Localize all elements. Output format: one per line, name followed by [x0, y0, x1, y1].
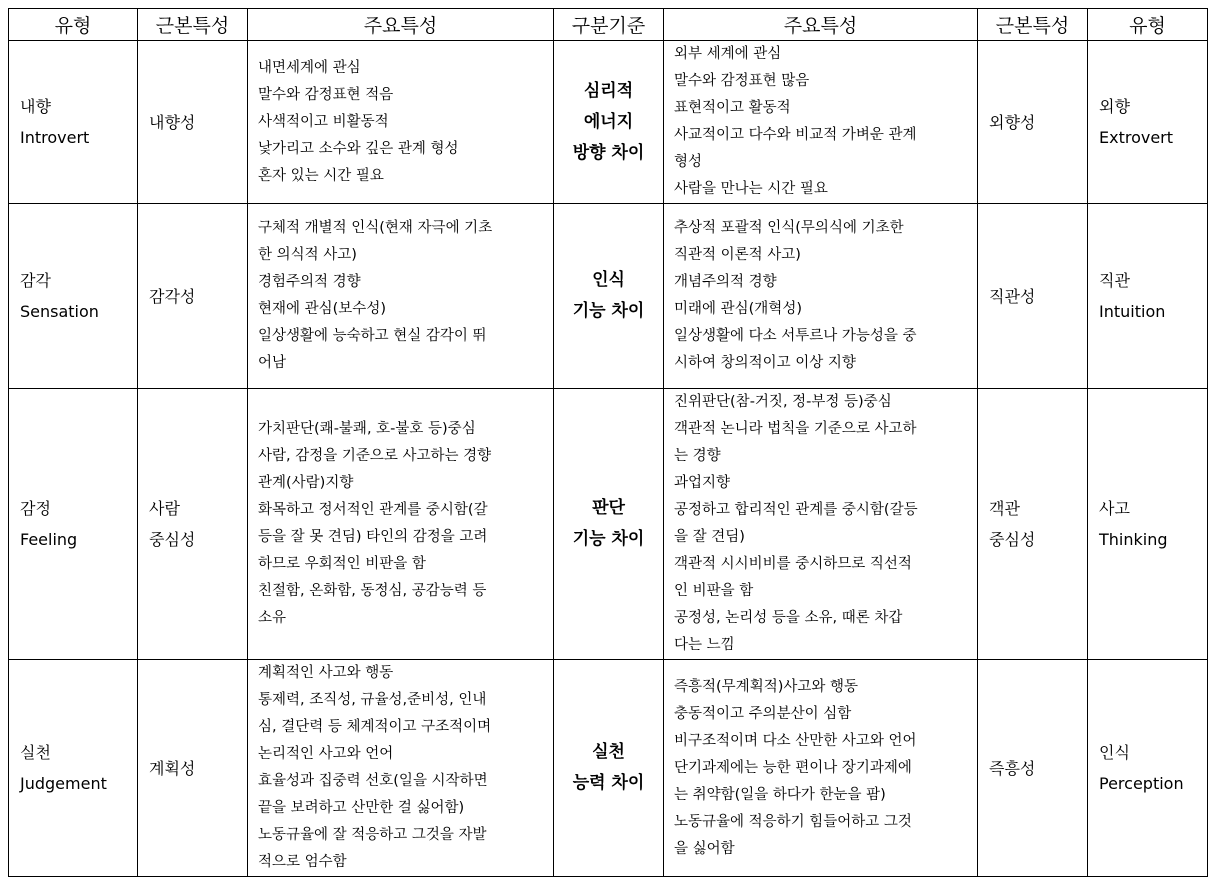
- cell-criterion: [554, 389, 664, 660]
- cell-line: 심리적: [583, 80, 634, 101]
- cell-line: 심, 결단력 등 체계적이고 구조적이며: [258, 719, 492, 735]
- cell-line: 표현적이고 활동적: [674, 100, 791, 116]
- cell-line: 화목하고 정서적인 관계를 중시함(갈: [258, 502, 488, 518]
- cell-left-base: [138, 660, 248, 877]
- cell-line: 진위판단(참-거짓, 정-부정 등)중심: [674, 394, 892, 410]
- cell-left-base: [138, 389, 248, 660]
- cell-line: 실천: [20, 743, 51, 762]
- cell-left-traits: [248, 660, 554, 877]
- cell-line: 관계(사람)지향: [258, 475, 354, 491]
- cell-line: 충동적이고 주의분산이 심함: [674, 705, 852, 722]
- cell-line: 말수와 감정표현 적음: [258, 86, 394, 103]
- cell-left-base: [138, 204, 248, 389]
- cell-line: 끝을 보려하고 산만한 걸 싫어함): [258, 800, 465, 816]
- cell-line: 기능 차이: [572, 529, 645, 549]
- cell-right-traits: [664, 41, 978, 204]
- cell-line: 내향성: [149, 112, 196, 132]
- cell-line: 단기과제에는 능한 편이나 장기과제에: [674, 759, 912, 776]
- cell-line: Feeling: [20, 530, 78, 549]
- cell-line: 적으로 엄수함: [258, 854, 347, 870]
- cell-right-base: [978, 204, 1088, 389]
- cell-line: Intuition: [1099, 302, 1166, 321]
- cell-line: 추상적 포괄적 인식(무의식에 기초한: [674, 220, 904, 236]
- cell-right-type: [1088, 389, 1208, 660]
- cell-line: Thinking: [1099, 530, 1168, 549]
- cell-line: Perception: [1099, 774, 1184, 793]
- cell-right-type: [1088, 204, 1208, 389]
- cell-line: 일상생활에 다소 서투르나 가능성을 중: [674, 328, 917, 344]
- cell-line: 형성: [674, 154, 703, 170]
- table-row: [9, 660, 1208, 877]
- header-row: [9, 9, 1208, 41]
- cell-line: 외향: [1099, 97, 1130, 116]
- cell-line: 논리적인 사고와 언어: [258, 746, 394, 762]
- cell-line: 시하여 창의적이고 이상 지향: [674, 355, 856, 371]
- cell-line: 소유: [258, 610, 287, 626]
- cell-line: 한 의식적 사고): [258, 247, 357, 263]
- cell-right-base: [978, 389, 1088, 660]
- header-criterion: 구분기준: [554, 9, 664, 41]
- cell-line: 을 싫어함: [674, 840, 735, 857]
- cell-left-type: [9, 660, 138, 877]
- cell-criterion: [554, 204, 664, 389]
- cell-line: 판단: [592, 498, 625, 518]
- cell-line: 사교적이고 다수와 비교적 가벼운 관계: [674, 127, 917, 143]
- cell-line: 개념주의적 경향: [674, 274, 777, 290]
- cell-line: 인식: [1099, 743, 1130, 762]
- cell-line: 구체적 개별적 인식(현재 자극에 기초: [258, 220, 493, 236]
- cell-line: 일상생활에 능숙하고 현실 감각이 뛰: [258, 328, 487, 344]
- cell-line: 즉흥적(무계획적)사고와 행동: [674, 678, 859, 695]
- header-base-left: 근본특성: [138, 9, 248, 41]
- cell-line: 낯가리고 소수와 깊은 관계 형성: [258, 140, 459, 157]
- cell-line: 사람을 만나는 시간 필요: [674, 181, 828, 197]
- cell-line: 즉흥성: [989, 758, 1036, 778]
- cell-line: 중심성: [149, 530, 196, 549]
- cell-line: 을 잘 견딤): [674, 529, 745, 545]
- cell-line: 객관적 논니라 법칙을 기준으로 사고하: [674, 421, 917, 437]
- cell-left-type: [9, 204, 138, 389]
- cell-line: 노동규율에 적응하기 힘들어하고 그것: [674, 813, 912, 830]
- cell-line: Sensation: [20, 302, 99, 321]
- cell-line: 계획성: [149, 758, 196, 778]
- cell-line: 는 취약함(일을 하다가 한눈을 팜): [674, 786, 886, 803]
- cell-line: 직관성: [989, 286, 1036, 306]
- cell-left-traits: [248, 204, 554, 389]
- table-row: [9, 204, 1208, 389]
- cell-line: 에너지: [583, 111, 634, 132]
- cell-line: 감각성: [149, 286, 196, 306]
- cell-right-type: [1088, 41, 1208, 204]
- cell-line: 현재에 관심(보수성): [258, 301, 386, 317]
- cell-left-traits: [248, 41, 554, 204]
- cell-right-type: [1088, 660, 1208, 877]
- cell-line: Judgement: [20, 774, 107, 793]
- cell-line: 하므로 우회적인 비판을 함: [258, 556, 426, 572]
- cell-line: 감각: [20, 271, 51, 290]
- cell-line: 비구조적이며 다소 산만한 사고와 언어: [674, 732, 917, 749]
- cell-line: 방향 차이: [572, 142, 645, 163]
- cell-line: 경험주의적 경향: [258, 274, 361, 290]
- cell-criterion: [554, 41, 664, 204]
- cell-line: 계획적인 사고와 행동: [258, 665, 394, 681]
- cell-line: 사색적이고 비활동적: [258, 113, 389, 130]
- cell-line: 어남: [258, 355, 287, 371]
- cell-line: 능력 차이: [572, 773, 645, 793]
- cell-left-type: [9, 389, 138, 660]
- cell-right-traits: [664, 389, 978, 660]
- cell-line: 감정: [20, 499, 51, 518]
- cell-line: 노동규율에 잘 적응하고 그것을 자발: [258, 827, 487, 843]
- cell-line: 사람, 감정을 기준으로 사고하는 경향: [258, 448, 492, 464]
- cell-line: 실천: [592, 742, 625, 762]
- cell-line: 과업지향: [674, 475, 731, 491]
- cell-line: Extrovert: [1099, 128, 1174, 147]
- cell-line: 내면세계에 관심: [258, 59, 361, 76]
- header-type-left: 유형: [9, 9, 138, 41]
- cell-right-base: [978, 660, 1088, 877]
- cell-right-traits: [664, 204, 978, 389]
- cell-line: 등을 잘 못 견딤) 타인의 감정을 고려: [258, 529, 488, 545]
- cell-line: 혼자 있는 시간 필요: [258, 167, 384, 184]
- mbti-comparison-table: [8, 8, 1208, 877]
- cell-line: 기능 차이: [572, 301, 645, 321]
- cell-line: 는 경향: [674, 448, 721, 464]
- cell-line: 통제력, 조직성, 규율성,준비성, 인내: [258, 692, 487, 708]
- cell-line: 사람: [149, 499, 180, 518]
- header-traits-right: 주요특성: [664, 9, 978, 41]
- cell-line: 객관: [989, 499, 1020, 518]
- cell-line: Introvert: [20, 128, 90, 147]
- cell-line: 사고: [1099, 499, 1130, 518]
- table-row: [9, 41, 1208, 204]
- cell-line: 공정하고 합리적인 관계를 중시함(갈등: [674, 502, 918, 518]
- header-base-right: 근본특성: [978, 9, 1088, 41]
- cell-line: 다는 느낌: [674, 637, 735, 653]
- cell-line: 공정성, 논리성 등을 소유, 때론 차갑: [674, 610, 903, 626]
- cell-line: 말수와 감정표현 많음: [674, 73, 810, 89]
- cell-left-type: [9, 41, 138, 204]
- cell-line: 인식: [592, 270, 625, 290]
- cell-line: 직관적 이론적 사고): [674, 247, 801, 263]
- cell-line: 중심성: [989, 530, 1036, 549]
- cell-line: 외부 세계에 관심: [674, 46, 782, 62]
- cell-left-traits: [248, 389, 554, 660]
- header-type-right: 유형: [1088, 9, 1208, 41]
- cell-line: 외향성: [989, 112, 1036, 132]
- cell-criterion: [554, 660, 664, 877]
- cell-right-base: [978, 41, 1088, 204]
- cell-line: 인 비판을 함: [674, 583, 754, 599]
- cell-line: 객관적 시시비비를 중시하므로 직선적: [674, 556, 912, 572]
- header-traits-left: 주요특성: [248, 9, 554, 41]
- cell-line: 가치판단(쾌-불쾌, 호-불호 등)중심: [258, 421, 476, 437]
- table-row: [9, 389, 1208, 660]
- cell-line: 직관: [1099, 271, 1130, 290]
- cell-line: 미래에 관심(개혁성): [674, 301, 802, 317]
- cell-right-traits: [664, 660, 978, 877]
- cell-line: 내향: [20, 97, 51, 116]
- cell-left-base: [138, 41, 248, 204]
- cell-line: 친절함, 온화함, 동정심, 공감능력 등: [258, 583, 487, 599]
- cell-line: 효율성과 집중력 선호(일을 시작하면: [258, 773, 488, 789]
